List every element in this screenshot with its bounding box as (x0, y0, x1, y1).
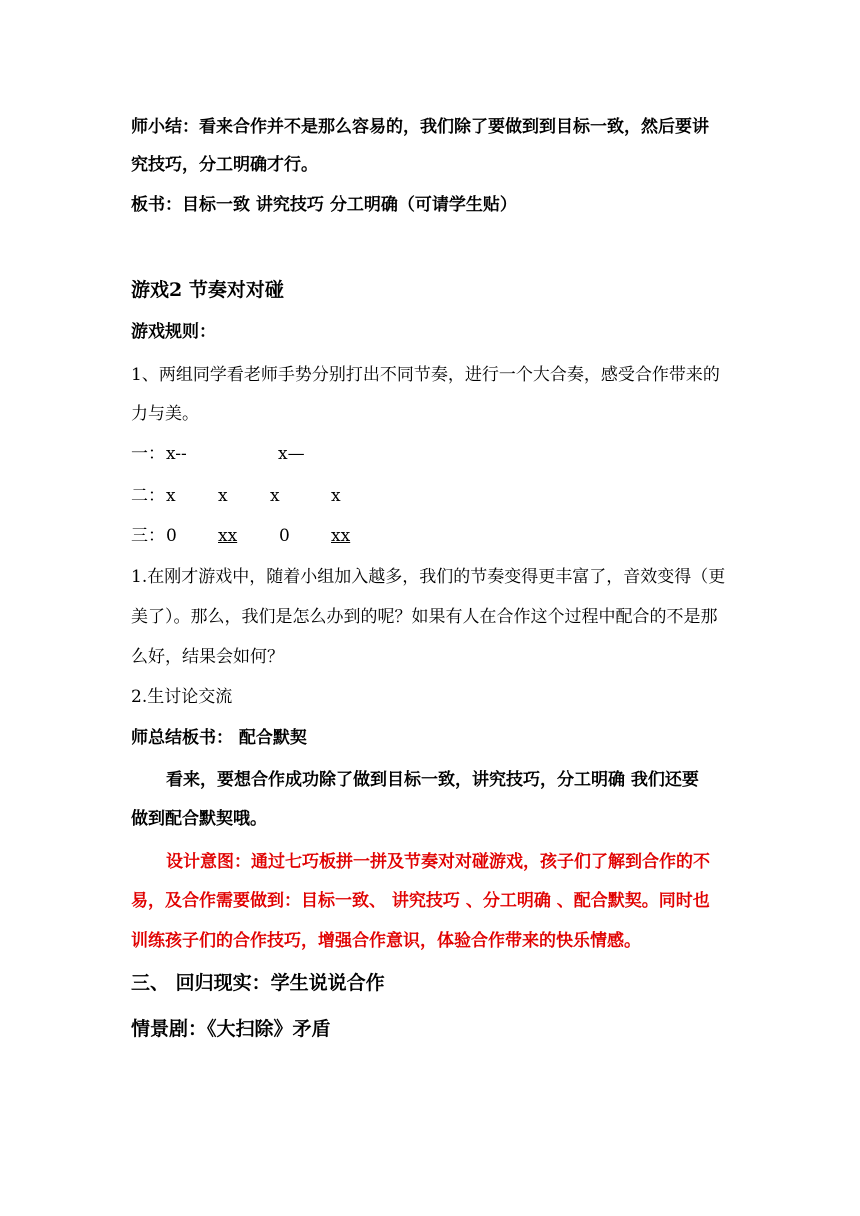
rhythm-two-beat-1: x (166, 486, 176, 506)
question2: 2.生讨论交流 (131, 687, 233, 707)
rhythm-three-label: 三： (131, 526, 165, 546)
conclusion-line-1: 看来，要想合作成功除了做到目标一致，讲究技巧，分工明确 我们还要 (166, 770, 699, 790)
summary-line-2: 究技巧，分工明确才行。 (131, 155, 318, 175)
design-intent-line-3: 训练孩子们的合作技巧，增强合作意识，体验合作带来的快乐情感。 (131, 931, 641, 951)
rule1-line-2: 力与美。 (131, 404, 199, 424)
design-intent-line-1: 设计意图：通过七巧板拼一拼及节奏对对碰游戏，孩子们了解到合作的不 (166, 852, 710, 872)
rhythm-one-beat-2: x— (278, 444, 305, 464)
rhythm-three-beat-3: 0 (279, 526, 290, 546)
section-three-heading: 三、 回归现实：学生说说合作 (131, 972, 385, 994)
question1-line-2: 美了）。那么，我们是怎么办到的呢？如果有人在合作这个过程中配合的不是那 (131, 607, 718, 627)
rhythm-three-beat-1: 0 (166, 526, 177, 546)
rhythm-two-beat-4: x (331, 486, 341, 506)
rule1-line-1: 1、两组同学看老师手势分别打出不同节奏，进行一个大合奏，感受合作带来的 (131, 365, 720, 385)
question1-line-3: 么好，结果会如何？ (131, 647, 284, 667)
design-intent-line-2: 易，及合作需要做到：目标一致、 讲究技巧 、分工明确 、配合默契。同时也 (131, 891, 710, 911)
summary-line-1: 师小结：看来合作并不是那么容易的，我们除了要做到到目标一致，然后要讲 (131, 117, 709, 137)
rhythm-two-beat-3: x (270, 486, 280, 506)
game2-heading: 游戏2 节奏对对碰 (131, 279, 284, 301)
drama-heading: 情景剧：《大扫除》矛盾 (131, 1018, 331, 1040)
board-note-2: 师总结板书： 配合默契 (131, 728, 307, 748)
rhythm-two-label: 二： (131, 486, 165, 506)
rules-label: 游戏规则： (131, 322, 216, 342)
conclusion-line-2: 做到配合默契哦。 (131, 809, 267, 829)
rhythm-three-beat-2: xx (218, 526, 238, 546)
board-note-1: 板书：目标一致 讲究技巧 分工明确（可请学生贴） (131, 195, 517, 215)
rhythm-one-beat-1: x-- (166, 444, 187, 464)
rhythm-three-beat-4: xx (331, 526, 351, 546)
rhythm-one-label: 一： (131, 444, 165, 464)
question1-line-1: 1.在刚才游戏中，随着小组加入越多，我们的节奏变得更丰富了，音效变得（更 (131, 567, 726, 587)
rhythm-two-beat-2: x (218, 486, 228, 506)
